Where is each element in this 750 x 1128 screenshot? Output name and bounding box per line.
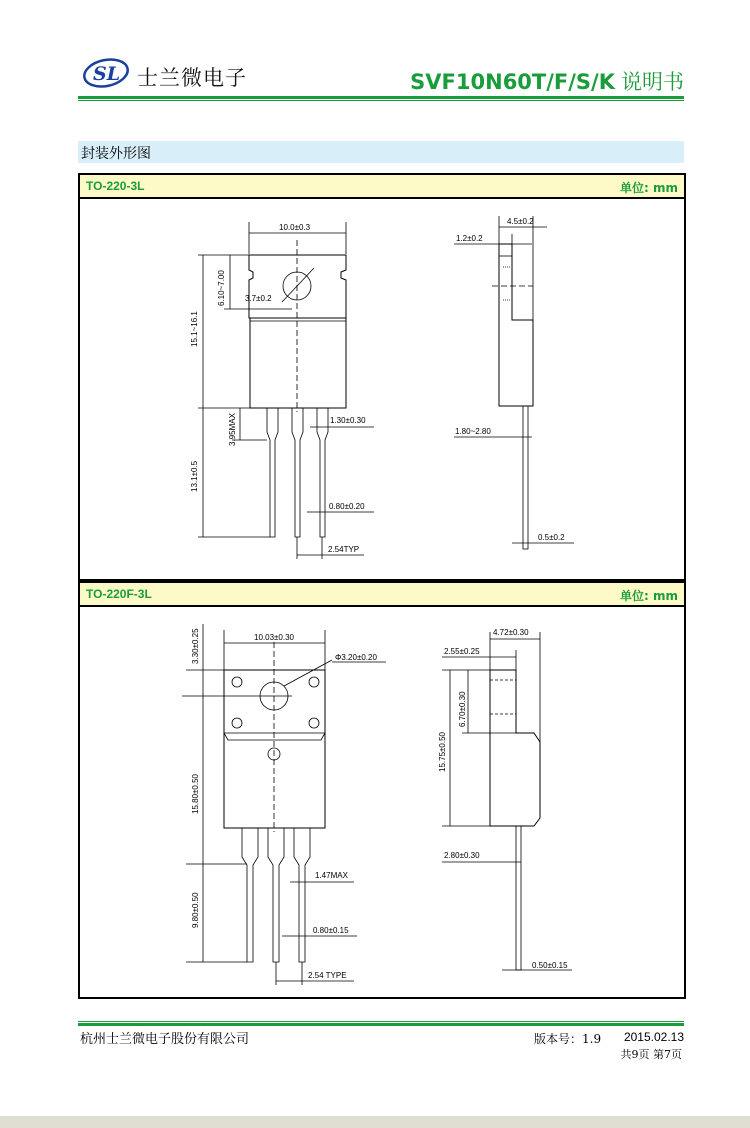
dim-thickness: 4.5±0.2	[507, 217, 534, 226]
dim-pitch: 2.54TYP	[328, 545, 360, 554]
dim-hole-diameter: Φ3.20±0.20	[335, 653, 377, 662]
dim-body-height: 15.80±0.50	[191, 774, 200, 814]
dim-lead-shoulder: 3.95MAX	[228, 413, 237, 446]
dim-side-height: 15.75±0.50	[438, 732, 447, 772]
package-name: TO-220F-3L	[86, 587, 152, 601]
dim-lead-width: 0.80±0.20	[329, 502, 365, 511]
to220-side-view	[454, 216, 574, 549]
section-heading	[78, 141, 684, 163]
package-name: TO-220-3L	[86, 179, 145, 193]
section-title: 封装外形图	[81, 146, 151, 162]
footer-rule-thin	[78, 1021, 684, 1022]
dim-tab-height: 6.70±0.30	[458, 691, 467, 727]
to220-drawing	[80, 199, 684, 579]
dim-tab-to-hole: 6.10~7.00	[217, 270, 226, 306]
company-logo	[82, 56, 130, 90]
dim-body-width: 10.0±0.3	[279, 223, 311, 232]
package-title-bar	[80, 175, 684, 199]
company-name: 士兰微电子	[137, 66, 247, 90]
footer-company: 杭州士兰微电子股份有限公司	[80, 1032, 250, 1047]
footer-date: 2015.02.13	[623, 1030, 684, 1044]
to220f-front-view	[182, 624, 386, 985]
dim-lead-offset: 2.80±0.30	[444, 851, 480, 860]
package-to220-box	[78, 173, 686, 581]
package-unit: 单位: mm	[620, 181, 678, 195]
to220-front-view	[190, 222, 374, 559]
package-to220f-box	[78, 581, 686, 999]
dim-thickness: 4.72±0.30	[493, 628, 529, 637]
footer-page-count: 共9页 第7页	[620, 1048, 682, 1061]
dim-lead-width-top: 1.30±0.30	[330, 416, 366, 425]
dim-lead-width: 0.80±0.15	[313, 926, 349, 935]
document-title-cn: 说明书	[621, 70, 684, 94]
dim-lead-thickness: 0.5±0.2	[538, 533, 565, 542]
dim-body-height: 15.1~16.1	[190, 311, 199, 347]
dim-hole-diameter: 3.7±0.2	[245, 294, 272, 303]
dim-lead-length: 9.80±0.50	[191, 892, 200, 928]
footer-version: 版本号：1.9	[534, 1032, 602, 1046]
package-title-bar	[80, 583, 684, 607]
dim-tab-thickness: 2.55±0.25	[444, 647, 480, 656]
logo-text: SL	[93, 63, 121, 85]
page-bottom-strip	[0, 1116, 750, 1128]
header-rule	[78, 96, 684, 99]
document-model: SVF10N60T/F/S/K	[410, 70, 615, 94]
header-rule-thin	[78, 100, 684, 101]
dim-body-width: 10.03±0.30	[254, 633, 294, 642]
to220f-drawing	[80, 607, 684, 997]
dim-lead-offset: 1.80~2.80	[455, 427, 491, 436]
dim-pitch: 2.54 TYPE	[308, 971, 347, 980]
to220f-side-view	[438, 628, 572, 970]
dim-lead-length: 13.1±0.5	[190, 460, 199, 492]
package-unit: 单位: mm	[620, 589, 678, 603]
dim-top-offset: 3.30±0.25	[191, 628, 200, 664]
dim-lead-thickness: 0.50±0.15	[532, 961, 568, 970]
dim-tab-thickness: 1.2±0.2	[456, 234, 483, 243]
document-title	[410, 66, 684, 96]
dim-lead-width-top: 1.47MAX	[315, 871, 348, 880]
footer-rule	[78, 1023, 684, 1026]
